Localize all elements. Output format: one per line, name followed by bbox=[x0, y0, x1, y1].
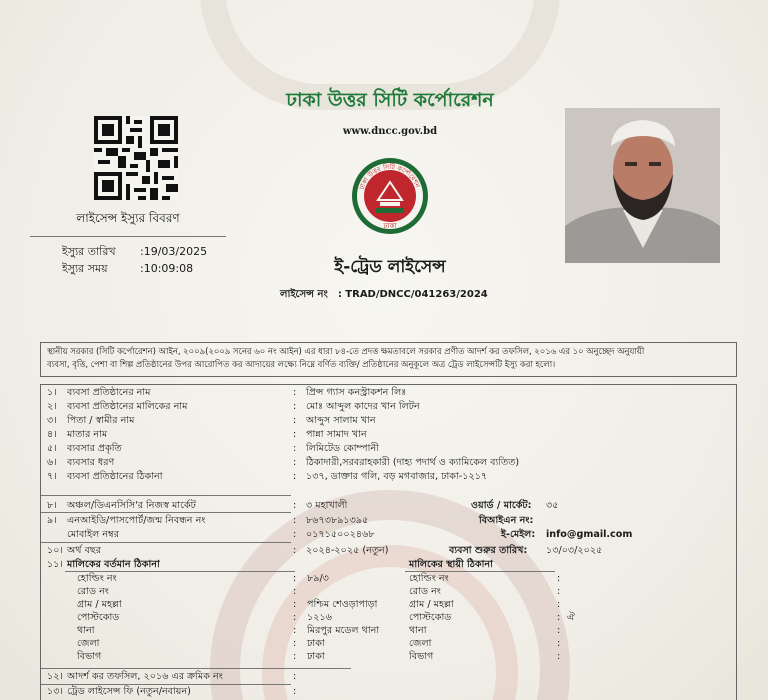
current-address-label: হোল্ডিং নং bbox=[77, 573, 117, 584]
issue-date-value: :19/03/2025 bbox=[140, 245, 208, 258]
divider bbox=[41, 542, 291, 543]
permanent-address-colon: : bbox=[557, 612, 561, 623]
preamble-line-1: স্থানীয় সরকার (সিটি কর্পোরেশন) আইন, ২০০৯(২০০৯ সনের ৬০ নং আইন) এর ধারা ৮৪-তে প্রদত্ত ক্ষমতাবলে সরকার প্রণীত আদর্শ কর তফসিল, ২০১৬ এর ১০ অনুচ্ছেদ অনুযায়ী bbox=[47, 347, 645, 357]
license-title: ই-ট্রেড লাইসেন্স bbox=[334, 257, 446, 277]
current-address-colon: : bbox=[293, 651, 297, 662]
permanent-address-label: থানা bbox=[409, 625, 427, 636]
permanent-address-label: জেলা bbox=[409, 638, 432, 649]
address-row bbox=[67, 650, 727, 663]
permanent-address-colon: : bbox=[557, 573, 561, 584]
current-address-label: বিভাগ bbox=[77, 651, 102, 662]
tax-schedule-row: ১২। আদর্শ কর তফসিল, ২০১৬ এর ক্রমিক নং : bbox=[47, 671, 297, 682]
permanent-address-colon: : bbox=[557, 651, 561, 662]
current-address-colon: : bbox=[293, 638, 297, 649]
nid-row: ৯। এনআইডি/পাসপোর্ট/জন্ম নিবন্ধন নং : ৮৬৭৩৮৯১৩৯৫ বিআইএন নং: bbox=[47, 515, 534, 526]
address-row bbox=[67, 572, 727, 585]
divider bbox=[41, 668, 351, 669]
issue-time-value: :10:09:08 bbox=[140, 262, 194, 275]
issue-details-title: লাইসেন্স ইস্যুর বিবরণ bbox=[30, 210, 226, 237]
address-grid bbox=[67, 572, 727, 672]
mobile-row: মোবাইল নম্বর : ০১৭১৫০০২৪৬৮ ই-মেইল: info@gmail.com bbox=[67, 529, 633, 540]
permanent-address-colon: : bbox=[557, 638, 561, 649]
divider bbox=[41, 512, 291, 513]
permanent-address-label: পোস্টকোড bbox=[409, 612, 452, 623]
current-address-label: রোড নং bbox=[77, 586, 109, 597]
table-row: ৫। ব্যবসার প্রকৃতি : লিমিটেড কোম্পানী bbox=[47, 443, 379, 454]
permanent-address-value: ঐ bbox=[567, 612, 575, 623]
license-number-value: : TRAD/DNCC/041263/2024 bbox=[337, 289, 488, 300]
current-address-label: পোস্টকোড bbox=[77, 612, 120, 623]
current-address-value: ৮৯/৩ bbox=[307, 573, 329, 584]
current-address-title: মালিকের বর্তমান ঠিকানা bbox=[67, 559, 160, 570]
current-address-label: থানা bbox=[77, 625, 95, 636]
license-number-label: লাইসেন্স নং bbox=[280, 289, 328, 300]
dncc-logo-seal bbox=[350, 156, 430, 236]
current-address-value: মিরপুর মডেল থানা bbox=[307, 625, 380, 636]
fiscal-row: ১০। অর্থ বছর : ২০২৪-২০২৫ (নতুন) ব্যবসা শুরুর তারিখ: ১৩/০৩/২০২৫ bbox=[47, 545, 603, 556]
owner-photo bbox=[565, 108, 720, 263]
permanent-address-label: বিভাগ bbox=[409, 651, 434, 662]
license-number-row bbox=[280, 287, 580, 304]
issue-date-label: ইস্যুর তারিখ bbox=[62, 245, 116, 258]
permanent-address-colon: : bbox=[557, 586, 561, 597]
current-address-colon: : bbox=[293, 599, 297, 610]
issue-time-row bbox=[62, 260, 193, 279]
license-details-table bbox=[40, 384, 737, 700]
zone-row: ৮। অঞ্চল/ডিএনসিসি'র নিজস্ব মার্কেট : ৩ মহাখালী ওয়ার্ড / মার্কেট: ৩৫ bbox=[47, 500, 559, 511]
current-address-value: ১২১৬ bbox=[307, 612, 332, 623]
preamble-line-2: ব্যবসা, বৃত্তি, পেশা বা শিল্প প্রতিষ্ঠানের উপর আরোপিত কর আদায়ের লক্ষ্যে নিম্নে বর্ণিত ব্যক্তি/ প্রতিষ্ঠানের অনুকূলে অত্র ট্রেড লাইসেন্সটি ইস্যু করা হলো। bbox=[47, 360, 556, 370]
address-row bbox=[67, 611, 727, 624]
permanent-address-label: রোড নং bbox=[409, 586, 441, 597]
issue-time-label: ইস্যুর সময় bbox=[62, 262, 108, 275]
permanent-address-label: গ্রাম / মহল্লা bbox=[409, 599, 454, 610]
table-row: ২। ব্যবসা প্রতিষ্ঠানের মালিকের নাম : মোঃ আব্দুল কাদের খান লিটন bbox=[47, 401, 420, 412]
table-row: ৬। ব্যবসার ধরণ : ঠিকাদারী,সরবরাহকারী (দাহ্য পদার্থ ও ক্যামিকেল ব্যতিত) bbox=[47, 457, 520, 468]
current-address-value: ঢাকা bbox=[307, 651, 325, 662]
website-link[interactable]: www.dncc.gov.bd bbox=[342, 126, 438, 137]
address-row bbox=[67, 585, 727, 598]
table-row: ৪। মাতার নাম : পান্না সামাদ খান bbox=[47, 429, 367, 440]
current-address-colon: : bbox=[293, 573, 297, 584]
current-address-colon: : bbox=[293, 625, 297, 636]
table-row: ১। ব্যবসা প্রতিষ্ঠানের নাম : প্রিন্স গ্যাস কনস্ট্রাকশন লিঃ bbox=[47, 387, 407, 398]
current-address-colon: : bbox=[293, 612, 297, 623]
current-address-value: ঢাকা bbox=[307, 638, 325, 649]
address-row bbox=[67, 598, 727, 611]
qr-code-icon bbox=[94, 116, 178, 200]
logo-text-top: ঢাকা উত্তর সিটি কর্পোরেশন bbox=[357, 162, 422, 191]
permanent-address-title: মালিকের স্থায়ী ঠিকানা bbox=[409, 559, 493, 570]
table-row: ৭। ব্যবসা প্রতিষ্ঠানের ঠিকানা : ১৩৭, ডাক্তার গলি, বড় মগবাজার, ঢাকা-১২১৭ bbox=[47, 471, 488, 482]
license-fee-row: ১৩। ট্রেড লাইসেন্স ফি (নতুন/নবায়ন) : bbox=[47, 686, 297, 697]
current-address-label: জেলা bbox=[77, 638, 100, 649]
logo-text-bottom: ঢাকা bbox=[383, 222, 397, 230]
divider bbox=[41, 495, 291, 496]
permanent-address-colon: : bbox=[557, 599, 561, 610]
permanent-address-colon: : bbox=[557, 625, 561, 636]
table-row: ৩। পিতা / স্বামীর নাম : আব্দুস সালাম খান bbox=[47, 415, 376, 426]
corporation-name: ঢাকা উত্তর সিটি কর্পোরেশন bbox=[286, 89, 494, 111]
address-row bbox=[67, 624, 727, 637]
current-address-colon: : bbox=[293, 586, 297, 597]
address-row bbox=[67, 637, 727, 650]
permanent-address-label: হোল্ডিং নং bbox=[409, 573, 449, 584]
address-number: ১১। bbox=[47, 559, 63, 570]
current-address-label: গ্রাম / মহল্লা bbox=[77, 599, 122, 610]
current-address-value: পশ্চিম শেওড়াপাড়া bbox=[307, 599, 378, 610]
license-preamble bbox=[40, 342, 737, 377]
